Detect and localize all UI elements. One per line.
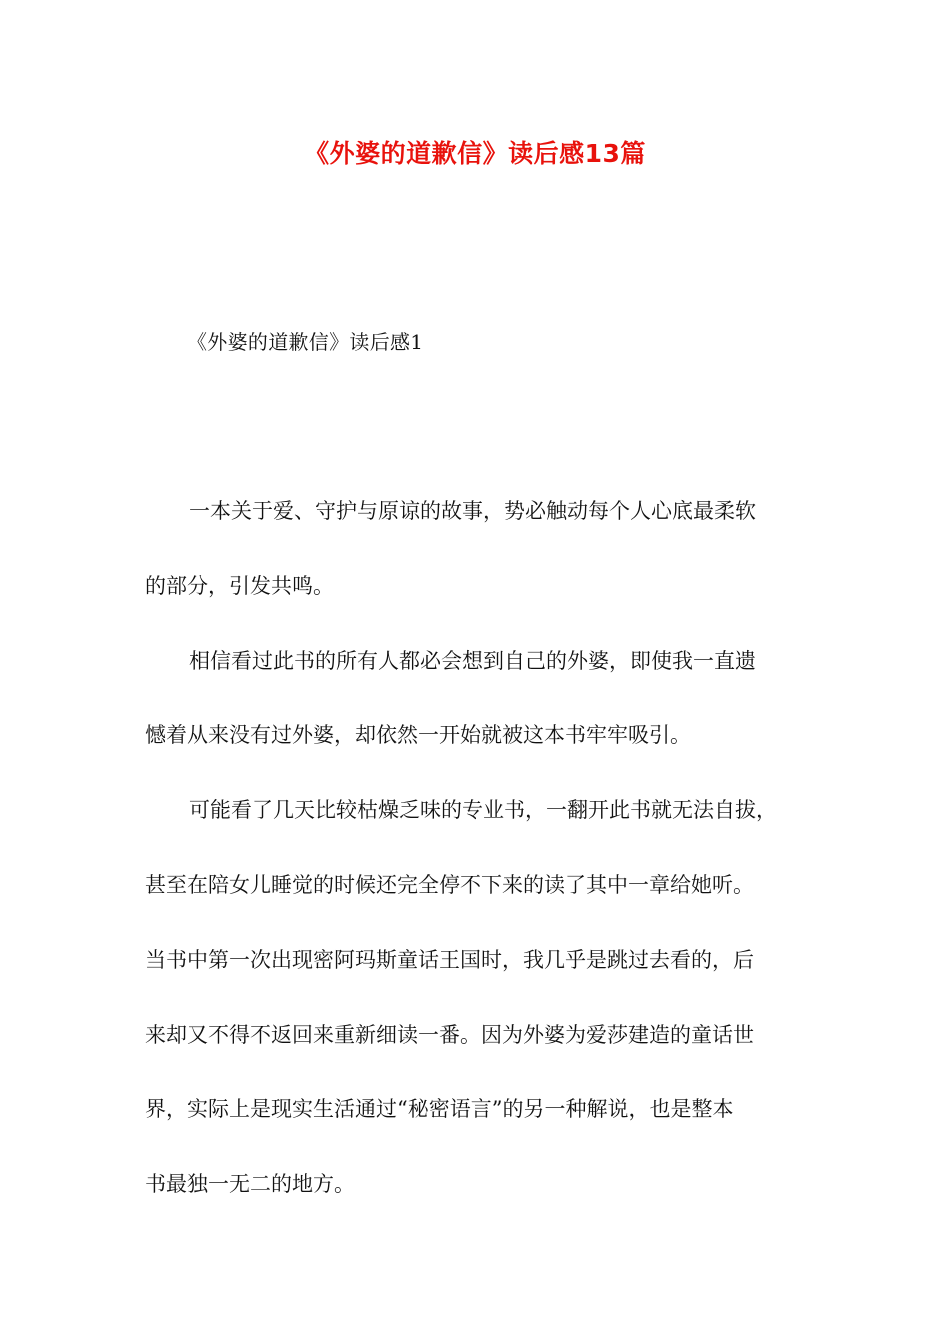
- paragraph-line: 界，实际上是现实生活通过“秘密语言”的另一种解说，也是整本: [145, 1097, 734, 1122]
- paragraph-line: 书最独一无二的地方。: [145, 1172, 355, 1197]
- paragraph-line: 可能看了几天比较枯燥乏味的专业书，一翻开此书就无法自拔，: [189, 798, 777, 823]
- paragraph-line: 来却又不得不返回来重新细读一番。因为外婆为爱莎建造的童话世: [145, 1022, 754, 1047]
- paragraph-line: 相信看过此书的所有人都必会想到自己的外婆，即使我一直遗: [189, 648, 756, 673]
- section-heading: 《外婆的道歉信》读后感1: [187, 330, 424, 354]
- paragraph-line: 的部分，引发共鸣。: [145, 573, 334, 598]
- body-text: [145, 474, 815, 1222]
- paragraph-line: 憾着从来没有过外婆，却依然一开始就被这本书牢牢吸引。: [145, 723, 691, 748]
- paragraph-line: 一本关于爱、守护与原谅的故事，势必触动每个人心底最柔软: [189, 499, 756, 523]
- document-title: 《外婆的道歉信》读后感13篇: [304, 139, 646, 168]
- paragraph-line: 当书中第一次出现密阿玛斯童话王国时，我几乎是跳过去看的，后: [145, 947, 754, 972]
- paragraph-line: 甚至在陪女儿睡觉的时候还完全停不下来的读了其中一章给她听。: [145, 872, 754, 897]
